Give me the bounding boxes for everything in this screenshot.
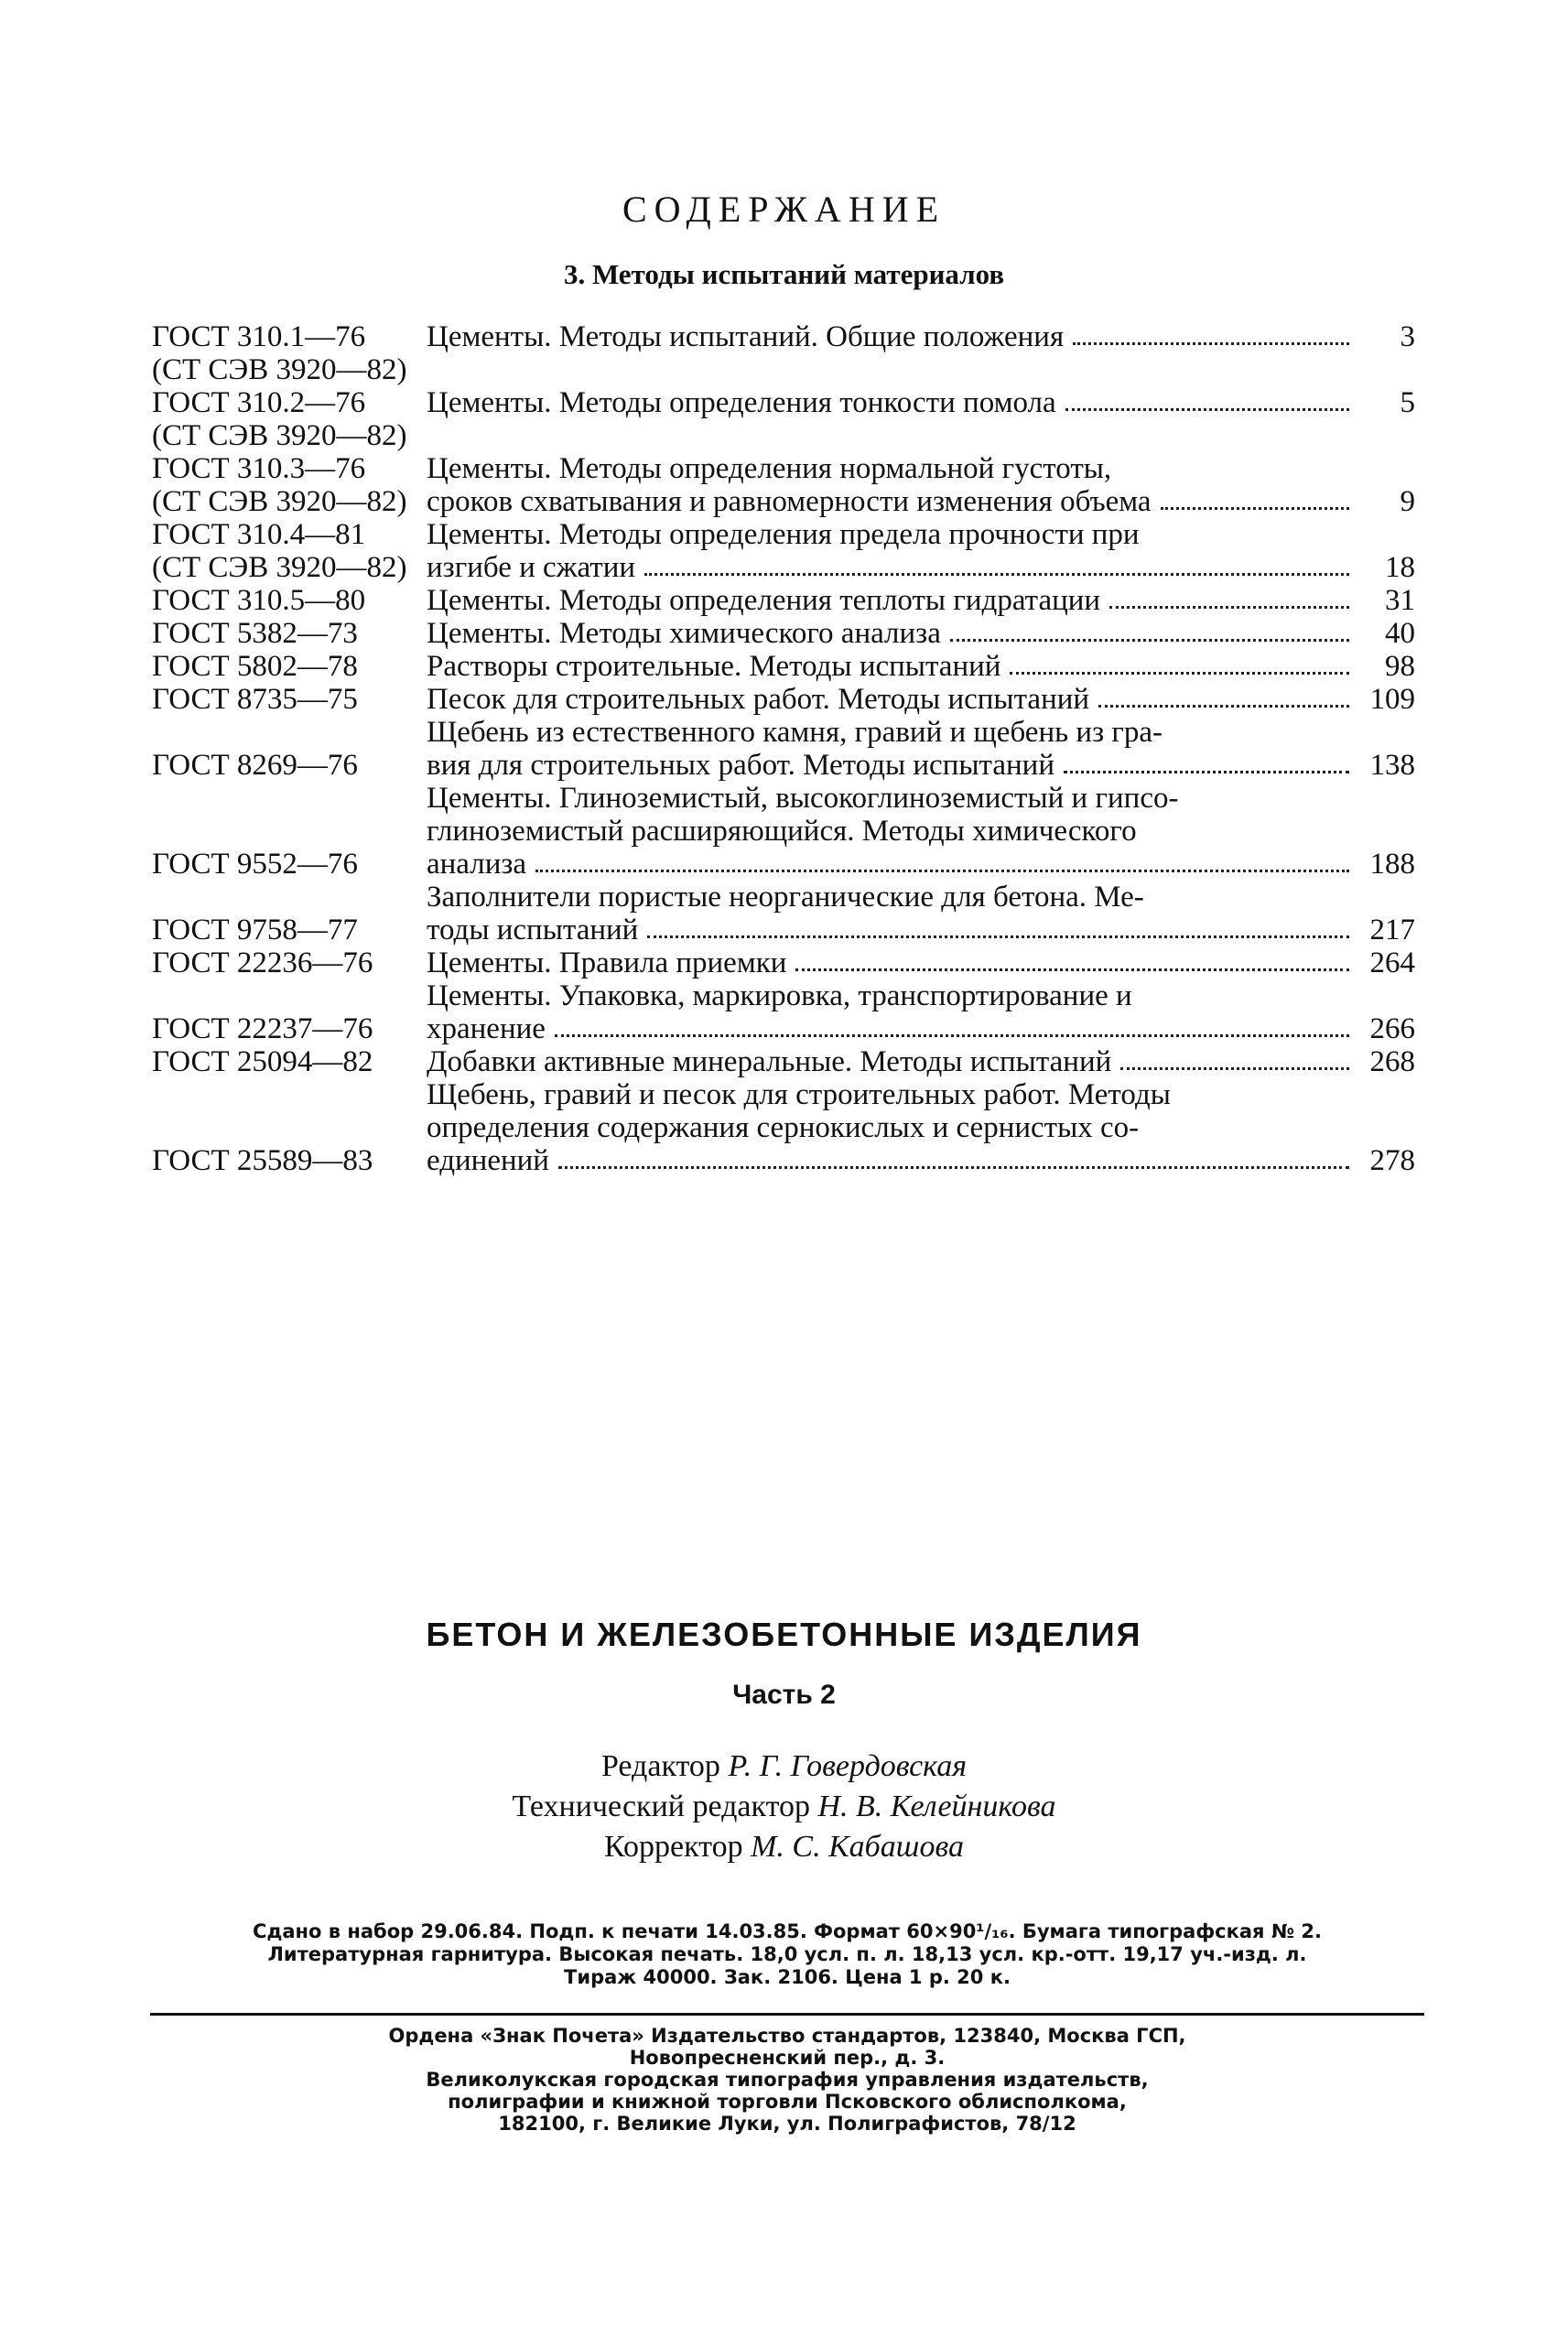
toc-title-line	[427, 452, 1355, 485]
toc-title-line	[427, 848, 1355, 881]
toc-title-text: Цементы. Упаковка, маркировка, транспортирование и	[427, 979, 1132, 1012]
credit-role: Технический редактор	[512, 1790, 810, 1823]
credits	[0, 1746, 1568, 1867]
toc-page-number: 5	[1400, 386, 1415, 419]
toc-title-line	[427, 683, 1355, 716]
gost-number: ГОСТ 9758—77	[152, 914, 358, 946]
toc-title	[427, 617, 1362, 650]
dot-leader	[1137, 815, 1355, 848]
toc-title-text: Цементы. Методы химического анализа	[427, 617, 941, 650]
publisher-line: полиграфии и книжной торговли Псковского облисполкома,	[448, 2091, 1127, 2113]
publisher-info	[146, 2025, 1428, 2135]
toc-entry	[152, 320, 1415, 386]
toc-entry	[152, 979, 1415, 1045]
toc-title	[427, 386, 1362, 452]
dot-leader	[555, 1012, 1349, 1037]
toc-page-number: 3	[1400, 320, 1415, 353]
toc-title	[427, 683, 1362, 716]
dot-leader	[1139, 1111, 1355, 1144]
gost-number: ГОСТ 25094—82	[152, 1045, 373, 1078]
gost-number: ГОСТ 5802—78	[152, 650, 358, 683]
toc-title-line	[427, 815, 1355, 848]
toc-title-text: определения содержания сернокислых и сернистых со-	[427, 1111, 1140, 1144]
toc-title	[427, 452, 1362, 518]
toc-title-text: Добавки активные минеральные. Методы испытаний	[427, 1045, 1112, 1078]
credit-proofreader	[0, 1827, 1568, 1867]
gost-number: ГОСТ 8735—75	[152, 683, 358, 716]
toc-title-line	[427, 584, 1355, 617]
toc-title-line	[427, 1111, 1355, 1144]
dot-leader	[1064, 749, 1349, 773]
toc-standard-code	[152, 1144, 427, 1177]
toc-title-text: анализа	[427, 848, 527, 881]
toc-page-number: 138	[1369, 749, 1415, 782]
toc-page-number: 98	[1385, 650, 1415, 683]
toc-title-line	[427, 1012, 1355, 1045]
toc-standard-code	[152, 518, 427, 584]
dot-leader	[1010, 650, 1349, 675]
toc-entry	[152, 650, 1415, 683]
toc-title	[427, 946, 1362, 979]
toc-page-number: 264	[1369, 946, 1415, 979]
publisher-line: Новопресненский пер., д. 3.	[629, 2047, 946, 2069]
toc-title	[427, 881, 1362, 946]
toc-title-text: Цементы. Глиноземистый, высокоглиноземистый и гипсо-	[427, 782, 1179, 815]
toc-page-number: 217	[1369, 914, 1415, 946]
dot-leader	[1178, 782, 1355, 815]
book-title: БЕТОН И ЖЕЛЕЗОБЕТОННЫЕ ИЗДЕЛИЯ	[426, 1616, 1142, 1653]
gost-number: ГОСТ 310.2—76	[152, 386, 366, 419]
gost-number: ГОСТ 310.1—76	[152, 320, 366, 353]
toc-title-line	[427, 914, 1355, 946]
toc-standard-code	[152, 1012, 427, 1045]
toc-title	[427, 584, 1362, 617]
toc-title-text: Заполнители пористые неорганические для бетона. Ме-	[427, 881, 1144, 914]
toc-standard-code	[152, 452, 427, 518]
toc-entry	[152, 584, 1415, 617]
sev-reference: (СТ СЭВ 3920—82)	[152, 419, 407, 452]
toc-title-line	[427, 320, 1355, 353]
toc-title-line	[427, 1045, 1355, 1078]
toc-title-line	[427, 749, 1355, 782]
dot-leader	[795, 946, 1349, 971]
toc-page-number: 31	[1385, 584, 1415, 617]
gost-number: ГОСТ 8269—76	[152, 749, 358, 782]
toc-entry	[152, 881, 1415, 946]
toc-title-text: изгибе и сжатии	[427, 551, 636, 584]
toc-title	[427, 650, 1362, 683]
dot-leader	[1161, 485, 1349, 510]
credit-role: Редактор	[600, 1749, 720, 1783]
toc-title-line	[427, 1078, 1355, 1111]
toc-title-text: Щебень из естественного камня, гравий и щебень из гра-	[427, 716, 1163, 749]
toc-entry	[152, 782, 1415, 881]
toc-standard-code	[152, 320, 427, 386]
toc-title-text: глиноземистый расширяющийся. Методы химического	[427, 815, 1137, 848]
toc-title-line	[427, 518, 1355, 551]
toc-standard-code	[152, 914, 427, 946]
toc-entry	[152, 1078, 1415, 1177]
toc-entry	[152, 386, 1415, 452]
gost-number: ГОСТ 9552—76	[152, 848, 358, 881]
credit-name: М. С. Кабашова	[751, 1830, 964, 1864]
toc-standard-code	[152, 946, 427, 979]
toc-title-line	[427, 946, 1355, 979]
toc-title-text: Цементы. Методы определения теплоты гидратации	[427, 584, 1101, 617]
dot-leader	[1120, 1045, 1349, 1070]
toc-page-number: 40	[1385, 617, 1415, 650]
toc-title	[427, 716, 1362, 782]
toc-page-number: 109	[1369, 683, 1415, 716]
dot-leader	[1098, 683, 1349, 708]
toc-standard-code	[152, 749, 427, 782]
imprint-line: Литературная гарнитура. Высокая печать. 18,0 усл. п. л. 18,13 усл. кр.-отт. 19,17 уч.-изд. л.	[267, 1943, 1307, 1965]
gost-number: ГОСТ 310.4—81	[152, 518, 366, 551]
toc-title-line	[427, 716, 1355, 749]
dot-leader	[644, 551, 1349, 576]
toc-page-number: 266	[1369, 1012, 1415, 1045]
dot-leader	[647, 914, 1349, 938]
gost-number: ГОСТ 22236—76	[152, 946, 373, 979]
dot-leader	[1140, 518, 1355, 551]
divider	[150, 2013, 1424, 2016]
toc-title	[427, 1045, 1362, 1078]
toc-title-line	[427, 551, 1355, 584]
toc-entry	[152, 683, 1415, 716]
toc-page-number: 268	[1369, 1045, 1415, 1078]
sev-reference: (СТ СЭВ 3920—82)	[152, 551, 407, 584]
gost-number: ГОСТ 310.5—80	[152, 584, 366, 617]
toc-title-line	[427, 782, 1355, 815]
dot-leader	[1171, 1078, 1355, 1111]
imprint-line: Тираж 40000. Зак. 2106. Цена 1 р. 20 к.	[564, 1966, 1011, 1988]
dot-leader	[1073, 320, 1349, 345]
imprint	[146, 1920, 1428, 1989]
section-title: 3. Методы испытаний материалов	[563, 258, 1005, 290]
toc-title-text: Растворы строительные. Методы испытаний	[427, 650, 1001, 683]
toc-title-text: Цементы. Правила приемки	[427, 946, 787, 979]
toc-title-text: Песок для строительных работ. Методы испытаний	[427, 683, 1090, 716]
toc-page-number: 9	[1400, 485, 1415, 518]
credit-editor	[0, 1746, 1568, 1787]
dot-leader	[1065, 386, 1349, 411]
toc-standard-code	[152, 1045, 427, 1078]
toc-entry	[152, 452, 1415, 518]
page-title: СОДЕРЖАНИЕ	[622, 189, 946, 230]
toc-title-text: Цементы. Методы определения предела прочности при	[427, 518, 1140, 551]
toc-entry	[152, 946, 1415, 979]
toc-standard-code	[152, 650, 427, 683]
publisher-line: Великолукская городская типография управления издательств,	[426, 2069, 1149, 2091]
toc-page-number: 18	[1385, 551, 1415, 584]
toc-title-line	[427, 650, 1355, 683]
toc-title-text: тоды испытаний	[427, 914, 639, 946]
dot-leader	[1162, 716, 1355, 749]
toc-standard-code	[152, 386, 427, 452]
dot-leader	[535, 848, 1349, 872]
toc-page-number: 188	[1369, 848, 1415, 881]
gost-number: ГОСТ 310.3—76	[152, 452, 366, 485]
toc-title-line	[427, 881, 1355, 914]
toc-title-text: Цементы. Методы определения нормальной густоты,	[427, 452, 1112, 485]
book-part: Часть 2	[732, 1680, 836, 1710]
toc-title-line	[427, 979, 1355, 1012]
toc-title-line	[427, 617, 1355, 650]
credit-name: Н. В. Келейникова	[817, 1790, 1056, 1823]
dot-leader	[1144, 881, 1355, 914]
credit-name: Р. Г. Говердовская	[728, 1749, 968, 1783]
toc-title-text: хранение	[427, 1012, 546, 1045]
sev-reference: (СТ СЭВ 3920—82)	[152, 353, 407, 386]
dot-leader	[1109, 584, 1349, 609]
toc-standard-code	[152, 617, 427, 650]
toc-entry	[152, 716, 1415, 782]
toc-standard-code	[152, 683, 427, 716]
toc-title-text: Цементы. Методы определения тонкости помола	[427, 386, 1056, 419]
toc-title-text: вия для строительных работ. Методы испытаний	[427, 749, 1054, 782]
sev-reference: (СТ СЭВ 3920—82)	[152, 485, 407, 518]
toc-page-number: 278	[1369, 1144, 1415, 1177]
credit-technical-editor	[0, 1787, 1568, 1827]
dot-leader	[558, 1144, 1349, 1169]
toc-title	[427, 518, 1362, 584]
toc-title-text: Щебень, гравий и песок для строительных работ. Методы	[427, 1078, 1171, 1111]
publisher-line: 182100, г. Великие Луки, ул. Полиграфистов, 78/12	[498, 2113, 1076, 2135]
toc-title-line	[427, 485, 1355, 518]
toc-title-line	[427, 1144, 1355, 1177]
dot-leader	[1111, 452, 1355, 485]
gost-number: ГОСТ 25589—83	[152, 1144, 373, 1177]
imprint-line: Сдано в набор 29.06.84. Подп. к печати 14.03.85. Формат 60×90¹/₁₆. Бумага типографская № 2.	[252, 1920, 1323, 1942]
toc-title	[427, 320, 1362, 386]
toc-entry	[152, 1045, 1415, 1078]
toc-title	[427, 782, 1362, 881]
toc-entry	[152, 617, 1415, 650]
dot-leader	[950, 617, 1349, 642]
toc-title-line	[427, 386, 1355, 419]
toc-standard-code	[152, 584, 427, 617]
credit-role: Корректор	[604, 1830, 743, 1864]
toc-title-text: Цементы. Методы испытаний. Общие положения	[427, 320, 1065, 353]
toc-title	[427, 979, 1362, 1045]
gost-number: ГОСТ 5382—73	[152, 617, 358, 650]
publisher-line: Ордена «Знак Почета» Издательство стандартов, 123840, Москва ГСП,	[388, 2025, 1186, 2047]
toc-title-text: сроков схватывания и равномерности изменения объема	[427, 485, 1152, 518]
toc-title	[427, 1078, 1362, 1177]
table-of-contents	[152, 320, 1415, 1177]
toc-standard-code	[152, 848, 427, 881]
gost-number: ГОСТ 22237—76	[152, 1012, 373, 1045]
dot-leader	[1132, 979, 1355, 1012]
toc-title-text: единений	[427, 1144, 549, 1177]
toc-entry	[152, 518, 1415, 584]
